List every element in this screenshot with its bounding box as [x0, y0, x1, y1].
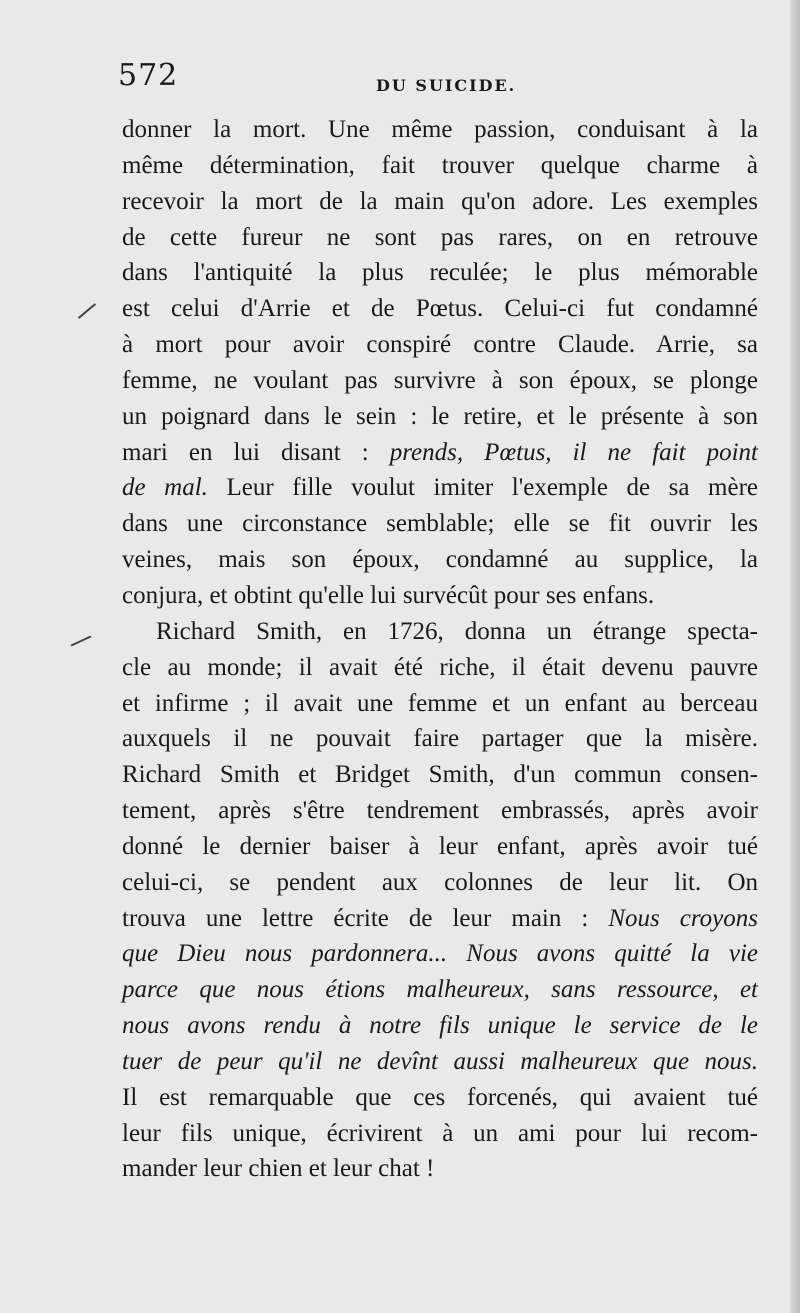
margin-pencil-mark: [78, 303, 96, 319]
text-line: est celui d'Arrie et de Pœtus. Celui-ci fut condamné: [122, 295, 758, 323]
text-line: celui-ci, se pendent aux colonnes de leur lit. On: [122, 868, 758, 896]
text-segment: trouva une lettre écrite de leur main :: [122, 904, 609, 932]
text-line: de cette fureur ne sont pas rares, on en retrouve: [122, 223, 758, 251]
text-line: donner la mort. Une même passion, conduisant à la: [122, 116, 758, 143]
text-line: recevoir la mort de la main qu'on adore. Les exemples: [122, 187, 758, 215]
text-line: dans une circonstance semblable; elle se fit ouvrir les: [122, 510, 758, 538]
text-line: donné le dernier baiser à leur enfant, après avoir tué: [122, 832, 758, 860]
text-line: Richard Smith, en 1726, donna un étrange specta-: [156, 617, 758, 645]
text-line: tuer de peur qu'il ne devînt aussi malheureux que nous.: [122, 1047, 758, 1075]
text-segment: Leur fille voulut imiter l'exemple de sa mère: [207, 474, 758, 502]
text-line: [122, 901, 758, 937]
text-line: mander leur chien et leur chat !: [122, 1155, 435, 1183]
page-header: [118, 58, 758, 98]
text-line: parce que nous étions malheureux, sans ressource, et: [122, 976, 758, 1004]
text-line: auxquels il ne pouvait faire partager que la misère.: [122, 725, 758, 753]
running-title: DU SUICIDE.: [376, 76, 517, 95]
text-line: Richard Smith et Bridget Smith, d'un commun consen-: [122, 761, 758, 789]
text-segment: mari en lui disant :: [122, 438, 390, 466]
text-line: un poignard dans le sein : le retire, et le présente à son: [122, 402, 758, 430]
text-line: Il est remarquable que ces forcenés, qui avaient tué: [122, 1083, 758, 1111]
text-line: même détermination, fait trouver quelque charme à: [122, 151, 758, 179]
text-line: nous avons rendu à notre fils unique le service de le: [122, 1012, 758, 1040]
text-line: dans l'antiquité la plus reculée; le plus mémorable: [122, 259, 758, 287]
text-line: veines, mais son époux, condamné au supplice, la: [122, 546, 758, 574]
text-line: [122, 470, 758, 506]
italic-text: Nous croyons: [608, 904, 758, 932]
text-line: [122, 435, 758, 471]
text-line: que Dieu nous pardonnera... Nous avons quitté la vie: [122, 940, 758, 968]
text-line: cle au monde; il avait été riche, il était devenu pauvre: [122, 653, 758, 681]
text-line: leur fils unique, écrivirent à un ami pour lui recom-: [122, 1119, 758, 1147]
page-edge: [790, 0, 800, 1313]
text-line: à mort pour avoir conspiré contre Claude. Arrie, sa: [122, 331, 758, 359]
text-line: tement, après s'être tendrement embrassés, après avoir: [122, 797, 758, 825]
text-line: femme, ne voulant pas survivre à son époux, se plonge: [122, 366, 758, 394]
text-line: conjura, et obtint qu'elle lui survécût pour ses enfans.: [122, 581, 655, 609]
page-number: 572: [118, 58, 179, 93]
italic-text: prends, Pœtus, il ne fait point: [389, 438, 758, 466]
margin-pencil-mark: [71, 635, 92, 646]
italic-text: de mal.: [122, 474, 208, 502]
text-line: et infirme ; il avait une femme et un enfant au berceau: [122, 689, 758, 717]
body-text: [122, 112, 758, 1187]
